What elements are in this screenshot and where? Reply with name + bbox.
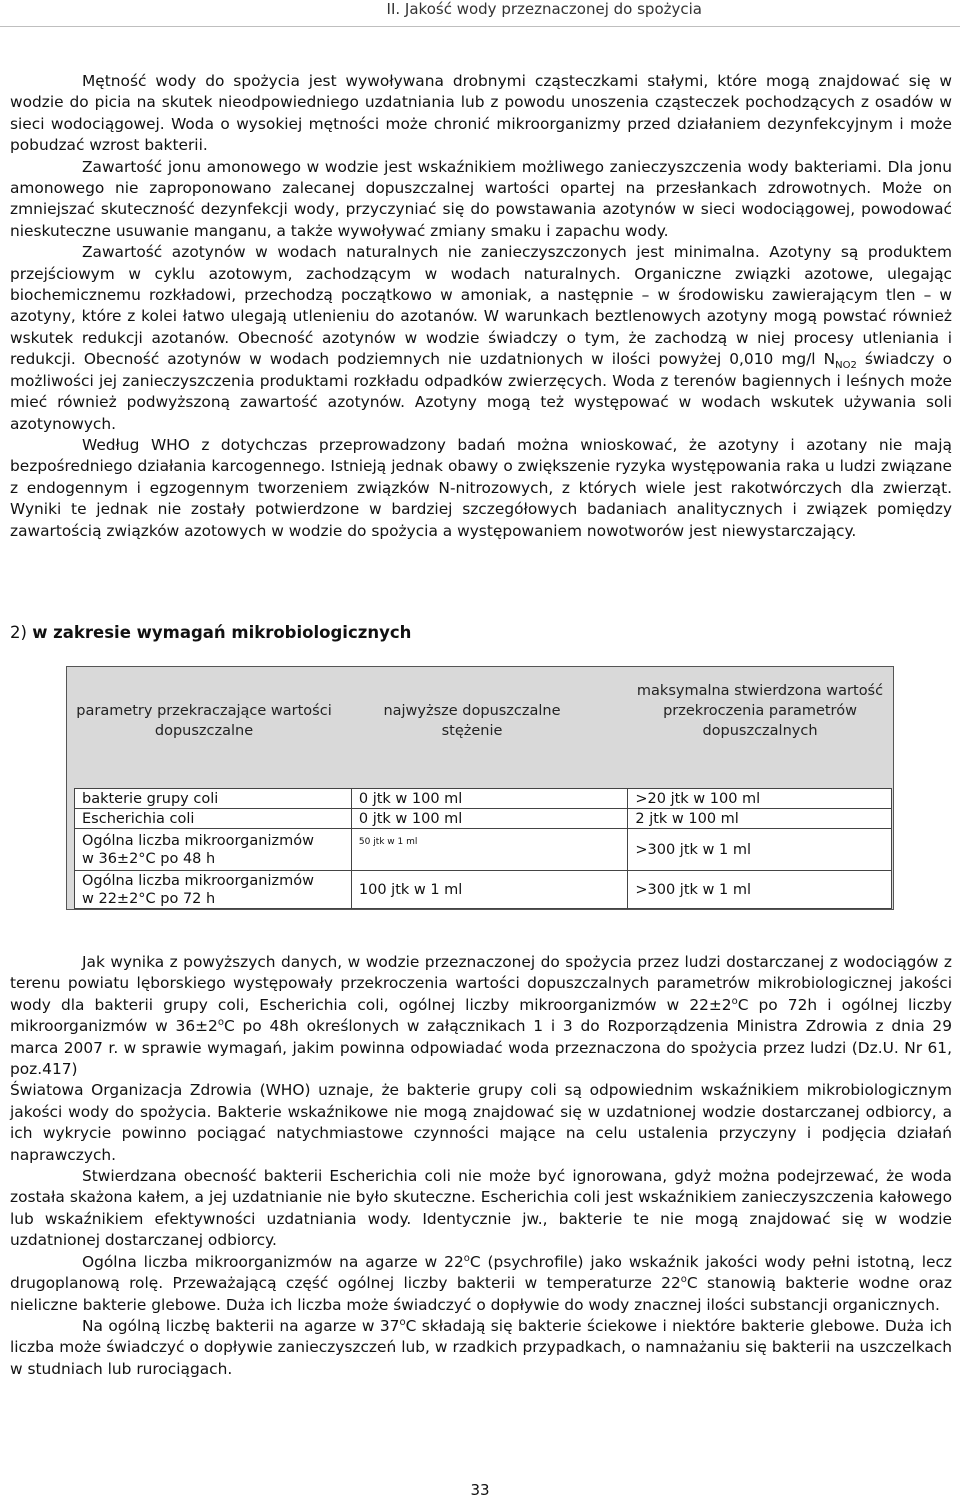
section-heading bbox=[10, 623, 411, 642]
cell-limit: 0 jtk w 100 ml bbox=[351, 789, 628, 809]
text-37c-b: C składają się bakterie ściekowe i niektóre bakterie glebowe. Duża ich liczba może świadczyć o dopływie zanieczyszczeń lub, w rzadkich przypadkach, o namnażaniu się bakterii na uszczelkach w studniach lub rurociągach. bbox=[10, 1316, 952, 1378]
param-line-2: w 36±2°C po 48 h bbox=[82, 850, 216, 867]
paragraph-turbidity: Mętność wody do spożycia jest wywoływana drobnymi cząsteczkami stałymi, które mogą znajdować się w wodzie do picia na skutek nieodpowiedniego uzdatniania lub z powodu unoszenia cząsteczek pochodzących z osadów w sieci wodociągowej. Woda o wysokiej mętności może chronić mikroorganizmy przed działaniem dezynfekcyjnym i może pobudzać wzrost bakterii. bbox=[10, 72, 952, 155]
cell-parameter: Escherichia coli bbox=[75, 809, 352, 829]
nitrites-text-b: świadczy o możliwości jej zanieczyszczenia produktami rozkładu odpadków zwierzęcych. Woda z terenów bagiennych i leśnych może mieć również podwyższoną zawartość azotynów. Azotyny mogą też występować w wodach wskutek używania soli azotynowych. bbox=[10, 350, 952, 433]
paragraph-summary bbox=[10, 952, 952, 1080]
paragraph-37c bbox=[10, 1316, 952, 1380]
cell-parameter: bakterie grupy coli bbox=[75, 789, 352, 809]
header-max-exceedance: maksymalna stwierdzona wartość przekroczenia parametrów dopuszczalnych bbox=[636, 683, 884, 739]
degree-sup: o bbox=[217, 1017, 224, 1029]
text-22c-c: C stanowią bakterie wodne oraz nieliczne bakterie glebowe. Duża ich liczba może świadczyć o dopływie do wody znacznej ilości substancji organicznych. bbox=[10, 1274, 952, 1314]
summary-text-c: C po 48h określonych w załącznikach 1 i 3 do Rozporządzenia Ministra Zdrowia z dnia 29 marca 2007 r. w sprawie wymagań, jakim powinna odpowiadać woda przeznaczona do spożycia przez ludzi (Dz.U. Nr 61, poz.417) bbox=[10, 1017, 952, 1079]
table-row bbox=[75, 809, 892, 829]
table-row bbox=[75, 829, 892, 871]
table-row bbox=[75, 789, 892, 809]
intro-text bbox=[10, 71, 952, 542]
cell-max: 2 jtk w 100 ml bbox=[628, 809, 892, 829]
paragraph-who-coliform: Światowa Organizacja Zdrowia (WHO) uznaje, że bakterie grupy coli są odpowiednim wskaźnikiem mikrobiologicznym jakości wody do spożycia. Bakterie wskaźnikowe nie mogą znajdować się w uzdatnionej wodzie dostarczanej odbiorcy, a ich wykrycie powinno pociągać natychmiastowe czynności mające na celu ustalenia przyczyny i podjęcia działań naprawczych. bbox=[10, 1081, 952, 1164]
cell-limit: 50 jtk w 1 ml bbox=[351, 829, 628, 871]
microbiology-table bbox=[66, 666, 894, 910]
table-row bbox=[75, 871, 892, 909]
conclusions-text bbox=[10, 952, 952, 1380]
param-line-2: w 22±2°C po 72 h bbox=[82, 890, 216, 907]
section-title: w zakresie wymagań mikrobiologicznych bbox=[32, 623, 412, 642]
text-22c-b: C (psychrofile) jako wskaźnik jakości wody pełni istotną, lecz drugoplanową rolę. Przeważającą część ogólnej liczby bakterii w temperaturze 22 bbox=[10, 1252, 953, 1293]
paragraph-22c bbox=[10, 1252, 952, 1316]
degree-sup: o bbox=[680, 1273, 687, 1285]
header-max-allowed: najwyższe dopuszczalne stężenie bbox=[383, 703, 561, 739]
page-header bbox=[0, 0, 960, 26]
param-line-1: Ogólna liczba mikroorganizmów bbox=[82, 872, 314, 889]
cell-parameter bbox=[75, 829, 352, 871]
no2-subscript: NO2 bbox=[835, 360, 857, 372]
page-number: 33 bbox=[470, 1481, 490, 1499]
paragraph-who: Według WHO z dotychczas przeprowadzony badań można wnioskować, że azotyny i azotany nie mają bezpośredniego działania karcogennego. Istnieją jednak obawy o zwiększenie ryzyka występowania raka u ludzi związane z endogennym i egzogennym tworzeniem związków N-nitrozowych, z których wiele jest rakotwórczych dla zwierząt. Wyniki te jednak nie zostały potwierdzone w bardziej szczegółowych badaniach analitycznych i związek pomiędzy zawartością związków azotowych w wodzie do spożycia a występowaniem nowotworów jest niewystarczający. bbox=[10, 435, 952, 540]
paragraph-nitrites bbox=[10, 242, 952, 435]
text-22c-a: Ogólna liczba mikroorganizmów na agarze w 22 bbox=[82, 1252, 464, 1271]
degree-sup: o bbox=[463, 1252, 470, 1264]
text-37c-a: Na ogólną liczbę bakterii na agarze w 37 bbox=[82, 1316, 400, 1335]
cell-max: >300 jtk w 1 ml bbox=[628, 829, 892, 871]
header-parameters: parametry przekraczające wartości dopuszczalne bbox=[76, 703, 332, 739]
cell-max: >300 jtk w 1 ml bbox=[628, 871, 892, 909]
paragraph-ecoli: Stwierdzana obecność bakterii Escherichia coli nie może być ignorowana, gdyż można podejrzewać, że woda została skażona kałem, a jej uzdatnianie nie było skuteczne. Escherichia coli jest wskaźnikiem zanieczyszczenia kałowego lub wskaźnikiem efektywności uzdatniania wody. Identycznie jw., bakterie te nie mogą znajdować się w wodzie uzdatnionej dostarczanej odbiorcy. bbox=[10, 1167, 952, 1250]
cell-max: >20 jtk w 100 ml bbox=[628, 789, 892, 809]
degree-sup: o bbox=[731, 995, 738, 1007]
results-table bbox=[74, 788, 892, 909]
header-divider bbox=[0, 26, 960, 27]
summary-text-b: C po 72h i ogólnej liczby mikroorganizmów w 36±2 bbox=[10, 995, 952, 1036]
section-number: 2) bbox=[10, 623, 27, 642]
cell-limit: 0 jtk w 100 ml bbox=[351, 809, 628, 829]
degree-sup: o bbox=[399, 1316, 406, 1328]
cell-parameter bbox=[75, 871, 352, 909]
chapter-title: II. Jakość wody przeznaczonej do spożycia bbox=[386, 0, 702, 18]
nitrites-text-a: Zawartość azotynów w wodach naturalnych nie zanieczyszczonych jest minimalna. Azotyny są produktem przejściowym w cyklu azotowym, zachodzącym w wodach naturalnych. Organiczne związki azotowe, ulegając biochemicznemu rozkładowi, przechodzą początkowo w amoniak, a następnie – w środowisku zawierającym tlen – w azotyny, które z kolei łatwo ulegają utlenieniu do azotanów. W warunkach beztlenowych azotyny mogą powstać również wskutek redukcji azotanów. Obecność azotynów w wodzie świadczy o tym, że zachodzą w niej procesy utleniania i redukcji. Obecność azotynów w wodach podziemnych nie uzdatnionych w ilości powyżej 0,010 mg/l N bbox=[10, 243, 952, 369]
cell-limit: 100 jtk w 1 ml bbox=[351, 871, 628, 909]
paragraph-ammonium: Zawartość jonu amonowego w wodzie jest wskaźnikiem możliwego zanieczyszczenia wody bakteriami. Dla jonu amonowego nie zaproponowano zalecanej dopuszczalnej wartości opartej na przesłankach zdrowotnych. Może on zmniejszać skuteczność dezynfekcji wody, przyczyniać się do powstawania azotynów w sieci wodociągowej, powodować nieskuteczne usuwanie manganu, a także wywoływać zmiany smaku i zapachu wody. bbox=[10, 157, 952, 240]
param-line-1: Ogólna liczba mikroorganizmów bbox=[82, 832, 314, 849]
summary-text-a: Jak wynika z powyższych danych, w wodzie przeznaczonej do spożycia przez ludzi dostarczanej z wodociągów z terenu powiatu lęborskiego występowały przekroczenia wartości dopuszczalnych parametrów mikrobiologicznej jakości wody dla bakterii grupy coli, Escherichia coli, ogólnej liczby mikroorganizmów w 22±2 bbox=[10, 953, 952, 1014]
